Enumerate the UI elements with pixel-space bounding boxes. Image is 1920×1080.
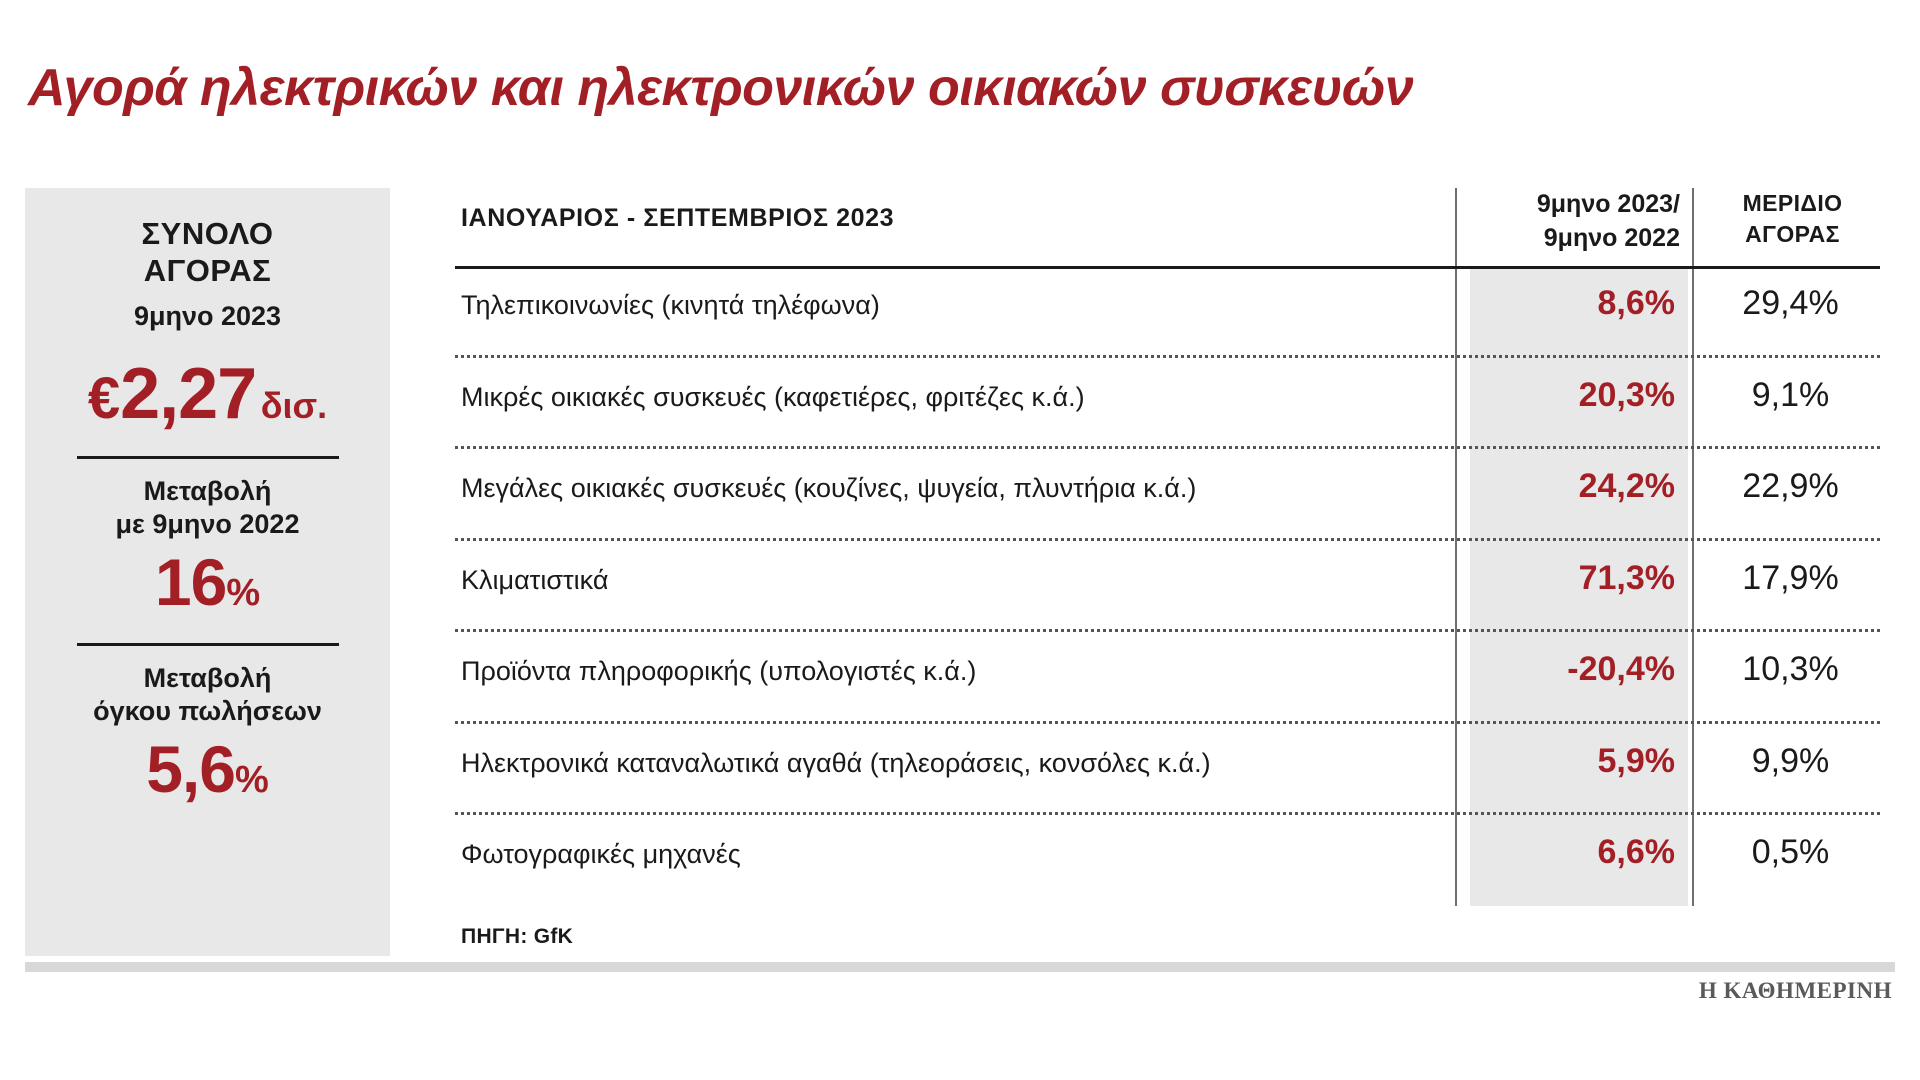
publisher-logo: Η ΚΑΘΗΜΕΡΙΝΗ bbox=[1698, 978, 1892, 1003]
panel-heading bbox=[25, 216, 390, 289]
row-label: Προϊόντα πληροφορικής (υπολογιστές κ.ά.) bbox=[461, 656, 977, 686]
value-change-number: 16 bbox=[154, 544, 227, 619]
row-change: 24,2% bbox=[1578, 467, 1675, 505]
volume-change-percent-sign: % bbox=[234, 759, 269, 802]
table-header-share-line2: ΑΓΟΡΑΣ bbox=[1745, 221, 1840, 248]
volume-change-label-line1: Μεταβολή bbox=[143, 663, 272, 694]
row-change: 71,3% bbox=[1578, 558, 1675, 597]
row-share: 29,4% bbox=[1742, 284, 1839, 322]
table-row bbox=[455, 266, 1880, 358]
row-label: Μεγάλες οικιακές συσκευές (κουζίνες, ψυγεία, πλυντήρια κ.ά.) bbox=[461, 473, 1197, 503]
market-total-panel bbox=[25, 188, 390, 956]
divider-2 bbox=[77, 643, 339, 646]
row-share: 9,9% bbox=[1751, 741, 1830, 780]
row-label: Μικρές οικιακές συσκευές (καφετιέρες, φριτέζες κ.ά.) bbox=[461, 381, 1085, 412]
data-table bbox=[455, 188, 1880, 958]
value-change-percent-sign: % bbox=[226, 571, 261, 614]
row-share: 0,5% bbox=[1751, 833, 1830, 871]
table-header-period: ΙΑΝΟΥΑΡΙΟΣ - ΣΕΠΤΕΜΒΡΙΟΣ 2023 bbox=[461, 204, 895, 232]
table-header-share bbox=[1710, 188, 1875, 250]
row-share: 10,3% bbox=[1742, 650, 1839, 688]
market-total-number: 2,27 bbox=[120, 354, 257, 435]
row-label: Τηλεπικοινωνίες (κινητά τηλέφωνα) bbox=[461, 290, 880, 320]
row-change: 8,6% bbox=[1597, 284, 1675, 322]
volume-change-label-line2: όγκου πωλήσεων bbox=[93, 695, 322, 726]
table-body bbox=[455, 266, 1880, 907]
panel-heading-line1: ΣΥΝΟΛΟ bbox=[141, 216, 274, 251]
value-change-label-line1: Μεταβολή bbox=[143, 476, 272, 507]
row-share: 9,1% bbox=[1751, 375, 1830, 414]
row-change: 5,9% bbox=[1597, 741, 1675, 780]
table-row bbox=[455, 358, 1880, 450]
row-change: -20,4% bbox=[1567, 650, 1675, 688]
table-row bbox=[455, 815, 1880, 907]
panel-period: 9μηνο 2023 bbox=[133, 301, 282, 332]
table-header-change-line2: 9μηνο 2022 bbox=[1543, 223, 1680, 252]
market-total-value bbox=[25, 354, 390, 435]
table-row bbox=[455, 632, 1880, 724]
table-row bbox=[455, 724, 1880, 816]
row-label: Φωτογραφικές μηχανές bbox=[461, 839, 741, 869]
row-share: 17,9% bbox=[1742, 558, 1839, 597]
row-label: Ηλεκτρονικά καταναλωτικά αγαθά (τηλεοράσεις, κονσόλες κ.ά.) bbox=[461, 747, 1211, 778]
row-label: Κλιματιστικά bbox=[461, 564, 609, 595]
page-title: Αγορά ηλεκτρικών και ηλεκτρονικών οικιακών συσκευών bbox=[28, 59, 1414, 117]
value-change-label bbox=[25, 475, 390, 540]
source-note: ΠΗΓΗ: GfK bbox=[461, 925, 574, 948]
volume-change-value bbox=[25, 732, 390, 807]
bottom-bar bbox=[25, 962, 1895, 972]
value-change-value bbox=[25, 544, 390, 619]
row-change: 20,3% bbox=[1578, 375, 1675, 414]
table-row bbox=[455, 541, 1880, 633]
table-row bbox=[455, 449, 1880, 541]
table-header-share-line1: ΜΕΡΙΔΙΟ bbox=[1742, 190, 1843, 216]
euro-symbol: € bbox=[87, 366, 121, 432]
volume-change-number: 5,6 bbox=[146, 732, 235, 807]
divider-1 bbox=[77, 456, 339, 459]
volume-change-label bbox=[25, 662, 390, 727]
market-total-unit: δισ. bbox=[260, 385, 328, 427]
value-change-label-line2: με 9μηνο 2022 bbox=[115, 508, 300, 539]
row-share: 22,9% bbox=[1742, 467, 1839, 505]
row-change: 6,6% bbox=[1597, 833, 1675, 871]
table-header-change bbox=[1470, 188, 1680, 256]
panel-heading-line2: ΑΓΟΡΑΣ bbox=[143, 252, 272, 288]
table-header-change-line1: 9μηνο 2023/ bbox=[1536, 190, 1680, 218]
